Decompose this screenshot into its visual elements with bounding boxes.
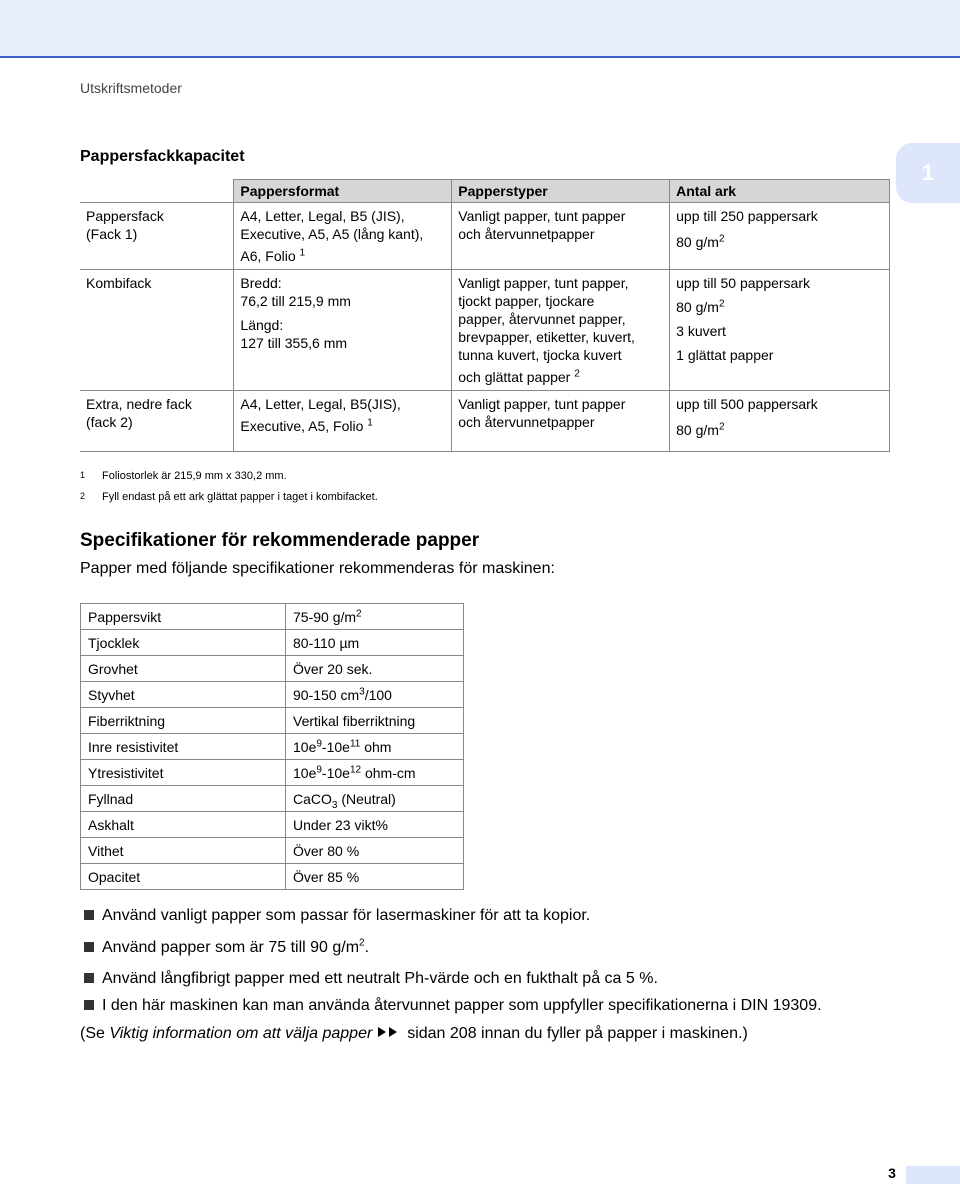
page-tab-bar — [906, 1166, 960, 1184]
types-line: brevpapper, etiketter, kuvert, — [458, 329, 635, 345]
spec-key: Tjocklek — [81, 630, 286, 656]
footnote-ref: 1 — [367, 417, 373, 429]
format-line: Längd: — [240, 317, 284, 333]
double-arrow-icon — [377, 1025, 403, 1043]
table-row — [81, 838, 464, 864]
header-sheets: Antal ark — [670, 180, 890, 203]
page-number: 3 — [888, 1165, 896, 1181]
chapter-tab: 1 — [896, 143, 960, 203]
table-row — [80, 203, 890, 270]
spec-value — [286, 760, 464, 786]
footnote-ref: 1 — [299, 247, 306, 259]
sheets-line: upp till 250 pappersark — [676, 208, 818, 224]
spec-key: Pappersvikt — [81, 604, 286, 630]
capacity-header-row — [80, 180, 890, 203]
spec-value — [286, 786, 464, 812]
tray-cell — [80, 203, 234, 270]
top-banner — [0, 0, 960, 56]
spec-value — [286, 604, 464, 630]
subscript: 3 — [331, 799, 338, 811]
footnote-number: 2 — [80, 491, 86, 501]
sheets-line: 1 glättat papper — [676, 347, 774, 363]
sheets-text: 80 g/m — [676, 299, 719, 315]
sheets-line: 3 kuvert — [676, 323, 726, 339]
cross-reference — [80, 1025, 748, 1043]
bullet-square-icon — [84, 1000, 94, 1010]
header-format: Pappersformat — [234, 180, 452, 203]
format-cell — [234, 391, 452, 452]
format-cell — [234, 203, 452, 270]
list-item — [84, 907, 590, 925]
spec-key: Askhalt — [81, 812, 286, 838]
format-line: 76,2 till 215,9 mm — [240, 293, 351, 309]
bullet-text: Använd långfibrigt papper med ett neutralt Ph-värde och en fukthalt på ca 5 %. — [102, 970, 658, 987]
footnote — [80, 470, 287, 482]
format-line: A4, Letter, Legal, B5 (JIS), — [240, 208, 405, 224]
tray-cell — [80, 391, 234, 452]
table-row — [81, 760, 464, 786]
capacity-heading: Pappersfackkapacitet — [80, 148, 245, 165]
table-row — [81, 656, 464, 682]
bullet-text: Använd papper som är 75 till 90 g/m — [102, 939, 360, 956]
spec-value — [286, 734, 464, 760]
list-item — [84, 997, 822, 1015]
superscript: 12 — [349, 763, 362, 775]
spec-value: Över 20 sek. — [286, 656, 464, 682]
format-cell — [234, 270, 452, 391]
spec-key: Opacitet — [81, 864, 286, 890]
running-header: Utskriftsmetoder — [80, 80, 182, 96]
spec-value: Vertikal fiberriktning — [286, 708, 464, 734]
spec-text: 10e — [293, 764, 317, 781]
spec-key: Fyllnad — [81, 786, 286, 812]
spec-text: 90-150 cm — [293, 686, 360, 703]
superscript: 11 — [349, 737, 361, 749]
sheets-line — [676, 233, 883, 251]
reference-text: (Se — [80, 1025, 110, 1043]
spec-value: Över 85 % — [286, 864, 464, 890]
spec-table — [80, 603, 464, 890]
sheets-line — [676, 298, 883, 316]
types-line: Vanligt papper, tunt papper, — [458, 275, 629, 291]
types-cell — [452, 203, 670, 270]
format-line: 127 till 355,6 mm — [240, 335, 348, 351]
types-line: papper, återvunnet papper, — [458, 311, 626, 327]
bullet-text: I den här maskinen kan man använda återvunnet papper som uppfyller specifikationerna i DIN 19309. — [102, 997, 822, 1014]
bullet-text: Använd vanligt papper som passar för lasermaskiner för att ta kopior. — [102, 907, 591, 924]
format-line: Executive, A5, A5 (lång kant), — [240, 226, 424, 242]
spec-key: Vithet — [81, 838, 286, 864]
table-row — [81, 708, 464, 734]
header-blank — [80, 180, 234, 203]
superscript: 3 — [359, 685, 365, 697]
spec-value: Över 80 % — [286, 838, 464, 864]
spec-intro: Papper med följande specifikationer rekommenderas för maskinen: — [80, 560, 555, 577]
bullet-square-icon — [84, 942, 94, 952]
format-line: A4, Letter, Legal, B5(JIS), — [240, 396, 401, 412]
types-text: och glättat papper — [458, 369, 571, 385]
superscript: 2 — [718, 298, 725, 310]
table-row — [81, 786, 464, 812]
format-line: Bredd: — [240, 275, 282, 291]
spec-text: (Neutral) — [337, 790, 396, 807]
format-line — [240, 417, 445, 435]
footnote-text: Fyll endast på ett ark glättat papper i taget i kombifacket. — [102, 491, 378, 503]
footnote-ref: 2 — [574, 368, 580, 380]
spec-key: Styvhet — [81, 682, 286, 708]
sheets-line: upp till 500 pappersark — [676, 396, 818, 412]
list-item — [84, 970, 658, 988]
spec-text: 10e — [293, 738, 317, 755]
superscript: 9 — [316, 737, 322, 749]
spec-text: ohm — [360, 738, 392, 755]
types-cell — [452, 391, 670, 452]
spec-value: 80-110 µm — [286, 630, 464, 656]
spec-text: -10e — [321, 764, 350, 781]
tray-label: Kombifack — [86, 275, 152, 291]
spec-value: Under 23 vikt% — [286, 812, 464, 838]
table-row — [81, 812, 464, 838]
spec-key: Ytresistivitet — [81, 760, 286, 786]
superscript: 2 — [718, 233, 725, 245]
capacity-table — [80, 179, 890, 452]
sheets-line: upp till 50 pappersark — [676, 275, 811, 291]
sheets-cell — [670, 203, 890, 270]
sheets-cell — [670, 391, 890, 452]
types-line: tunna kuvert, tjocka kuvert — [458, 347, 622, 363]
tray-label: (fack 2) — [86, 414, 133, 430]
table-row — [81, 864, 464, 890]
footnote-text: Foliostorlek är 215,9 mm x 330,2 mm. — [102, 470, 287, 482]
sheets-line — [676, 421, 883, 439]
types-line: och återvunnetpapper — [458, 226, 595, 242]
top-rule — [0, 56, 960, 58]
superscript: 9 — [316, 763, 322, 775]
tray-label: Extra, nedre fack — [86, 396, 192, 412]
table-row — [80, 391, 890, 452]
reference-text: sidan 208 innan du fyller på papper i maskinen.) — [402, 1025, 748, 1043]
superscript: 2 — [718, 421, 725, 433]
header-types: Papperstyper — [452, 180, 670, 203]
sheets-text: 80 g/m — [676, 234, 719, 250]
spec-value — [286, 682, 464, 708]
spec-text: 75-90 g/m — [293, 608, 357, 625]
table-row — [80, 270, 890, 391]
table-row — [81, 630, 464, 656]
tray-cell — [80, 270, 234, 391]
footnote-number: 1 — [80, 470, 86, 480]
superscript: 2 — [356, 607, 362, 619]
types-line — [458, 368, 663, 386]
spec-key: Grovhet — [81, 656, 286, 682]
types-line: Vanligt papper, tunt papper — [458, 208, 626, 224]
types-line: Vanligt papper, tunt papper — [458, 396, 626, 412]
format-line — [240, 247, 445, 265]
format-text: Executive, A5, Folio — [240, 418, 364, 434]
spec-key: Fiberriktning — [81, 708, 286, 734]
types-line: och återvunnetpapper — [458, 414, 595, 430]
format-text: A6, Folio — [240, 248, 296, 264]
reference-link[interactable]: Viktig information om att välja papper — [109, 1025, 373, 1043]
sheets-text: 80 g/m — [676, 422, 719, 438]
spec-heading: Specifikationer för rekommenderade papper — [80, 530, 480, 551]
bullet-square-icon — [84, 910, 94, 920]
table-row — [81, 682, 464, 708]
tray-label: Pappersfack — [86, 208, 164, 224]
spec-text: /100 — [364, 686, 392, 703]
footnote — [80, 491, 378, 503]
types-line: tjockt papper, tjockare — [458, 293, 595, 309]
types-cell — [452, 270, 670, 391]
bullet-text: . — [364, 939, 370, 956]
sheets-cell — [670, 270, 890, 391]
list-item — [84, 939, 369, 957]
spec-text: -10e — [321, 738, 350, 755]
table-row — [81, 604, 464, 630]
spec-key: Inre resistivitet — [81, 734, 286, 760]
table-row — [81, 734, 464, 760]
spec-text: ohm-cm — [361, 764, 416, 781]
spec-text: CaCO — [293, 790, 332, 807]
superscript: 2 — [359, 937, 365, 949]
tray-label: (Fack 1) — [86, 226, 138, 242]
bullet-square-icon — [84, 973, 94, 983]
